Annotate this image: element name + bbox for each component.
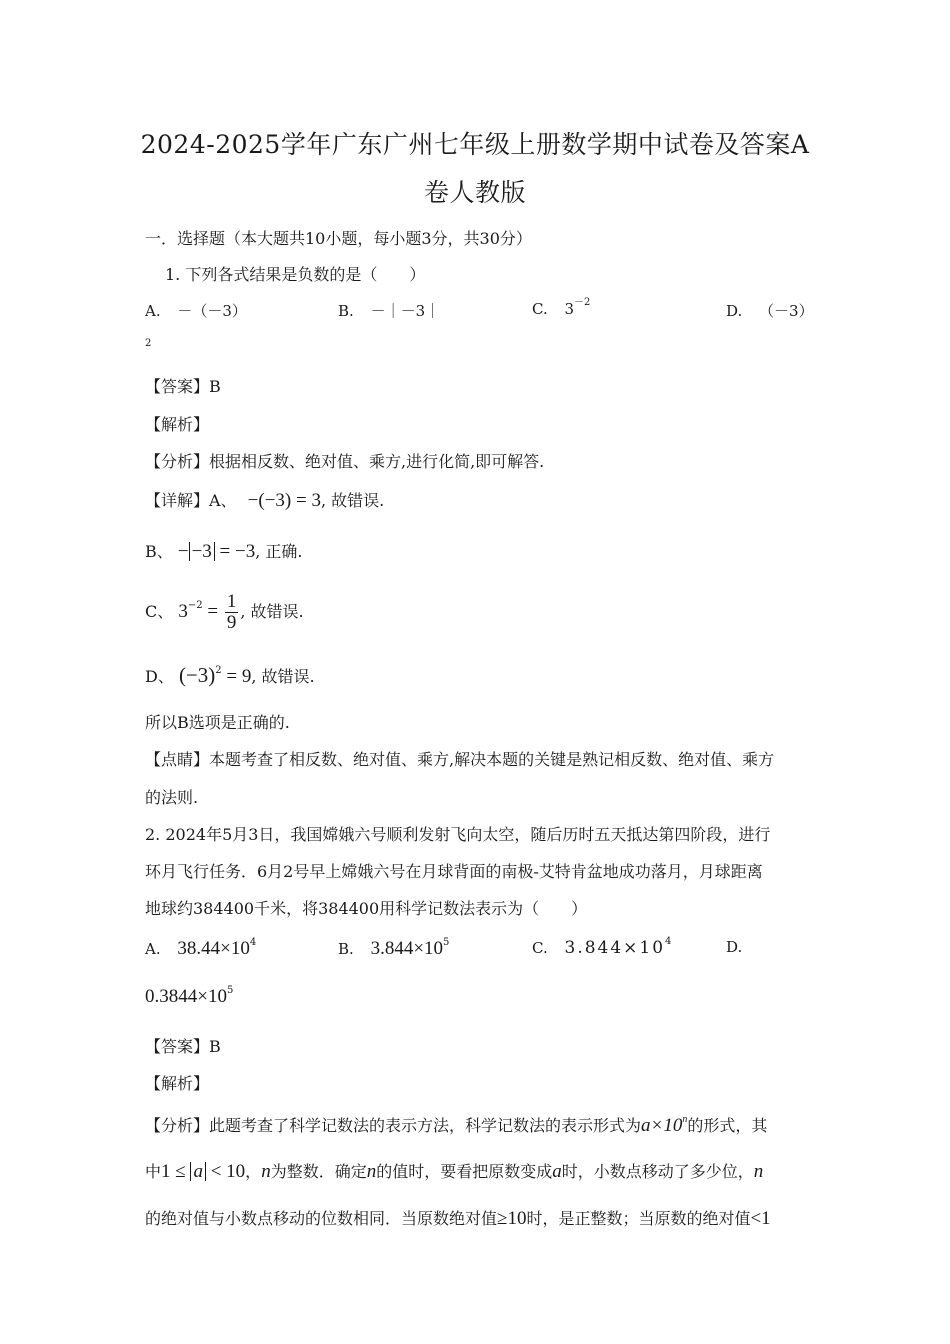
- q1-option-a-label: A.: [145, 302, 161, 320]
- q2-fenxi-line2-m2: < 10: [205, 1161, 246, 1182]
- q2-fenxi-line1-post: 的形式，其: [687, 1116, 768, 1135]
- q2-fenxi-line2-abs: a: [190, 1162, 206, 1181]
- q2-fenxi-line1: [145, 1113, 767, 1137]
- q1-option-b-text: －｜－3｜: [370, 302, 441, 320]
- q1-detail-b-minus: −: [177, 541, 189, 562]
- q1-detail-d: [145, 663, 315, 688]
- q2-option-b: [338, 938, 449, 960]
- q2-fenxi-line2-a: a: [552, 1161, 562, 1182]
- q2-answer: 【答案】B: [145, 1037, 221, 1056]
- q2-stem-line1: 2. 2024年5月3日，我国嫦娥六号顺利发射飞向太空，随后历时五天抵达第四阶段，进行: [145, 825, 771, 844]
- q1-detail-c-prefix: C、: [145, 601, 174, 621]
- q1-detail-c-suffix: , 故错误.: [240, 601, 304, 621]
- q1-detail-c-exp: −2: [187, 599, 203, 611]
- q2-fenxi-line2-m1: 1 ≤: [161, 1161, 191, 1182]
- q2-option-d-text: 0.3844×10: [145, 986, 227, 1007]
- q2-fenxi-line2-n3: n: [753, 1161, 764, 1182]
- q1-detail-b-prefix: B、: [145, 542, 173, 561]
- q1-option-b-label: B.: [338, 302, 354, 320]
- q2-fenxi-line3-pre: 的绝对值与小数点移动的位数相同．当原数绝对值: [145, 1209, 498, 1228]
- q1-option-c-label: C.: [532, 300, 548, 318]
- q2-option-c-label: C.: [532, 939, 548, 957]
- q2-fenxi-line1-math: [641, 1115, 687, 1136]
- q1-detail-b: [145, 539, 303, 563]
- section-heading: 一．选择题（本大题共10小题，每小题3分，共30分）: [145, 229, 532, 248]
- q2-fenxi-math-exp: n: [682, 1114, 688, 1125]
- q2-fenxi-line3-math: ≥10: [497, 1208, 527, 1229]
- q2-option-b-label: B.: [338, 940, 354, 958]
- q1-dianjing-line2: 的法则.: [145, 788, 199, 807]
- q2-option-c-exp: 4: [665, 936, 672, 947]
- q2-fenxi-line2-mid2: 为整数．确定: [270, 1162, 367, 1181]
- q2-fenxi-line2-mid3: 的值时，要看把原数变成: [376, 1162, 553, 1181]
- q1-detail-c: [145, 592, 304, 633]
- q1-option-d-exp: 2: [145, 338, 152, 349]
- q1-option-c: [532, 297, 591, 318]
- q2-fenxi-line2-mid1: ，: [245, 1162, 262, 1181]
- q1-detail-d-exp: 2: [215, 665, 222, 676]
- q1-fenxi: 【分析】根据相反数、绝对值、乘方,进行化简,即可解答.: [145, 452, 545, 471]
- q2-option-c: [532, 938, 671, 958]
- q1-detail-c-base: 3: [178, 600, 188, 622]
- q2-fenxi-line2-mid4: 时，小数点移动了多少位，: [561, 1162, 754, 1181]
- q2-fenxi-line2-n2: n: [366, 1161, 377, 1182]
- q1-option-a: [145, 300, 247, 321]
- q2-fenxi-line2: [145, 1159, 763, 1183]
- q2-option-a-exp: 4: [249, 937, 257, 948]
- q1-option-b: [338, 300, 440, 321]
- q2-stem-line3: 地球约384400千米，将384400用科学记数法表示为（ ）: [145, 899, 588, 918]
- q2-option-a-label: A.: [145, 940, 161, 958]
- q1-detail-b-abs: −3: [189, 542, 215, 561]
- q1-detail-d-prefix: D、: [145, 667, 174, 686]
- q2-fenxi-line2-pre: 中: [145, 1162, 162, 1181]
- q2-analysis-heading: 【解析】: [145, 1074, 210, 1093]
- q2-fenxi-line3-mid: 时，是正整数；当原数的绝对值: [526, 1209, 751, 1228]
- q1-stem: 1. 下列各式结果是负数的是（ ）: [165, 265, 426, 284]
- q1-option-d-label: D.: [726, 302, 743, 320]
- q1-detail-d-base: (−3): [178, 663, 216, 687]
- q2-option-d-label: D.: [726, 938, 743, 956]
- q1-option-c-base: 3: [564, 300, 575, 318]
- q1-detail-b-rest: = −3: [214, 541, 256, 562]
- q1-detail-a: [145, 488, 384, 512]
- q1-detail-c-numerator: 1: [226, 591, 237, 612]
- q1-detail-d-rest: = 9: [221, 666, 252, 687]
- q1-option-a-text: －（－3）: [177, 302, 247, 320]
- q2-option-b-text: 3.844×10: [370, 938, 444, 959]
- q2-option-d: [145, 986, 233, 1008]
- q2-fenxi-line3: [145, 1206, 771, 1230]
- q2-fenxi-line2-n: n: [261, 1161, 271, 1182]
- q2-option-d-exp: 5: [226, 985, 234, 996]
- q2-fenxi-line3-end: <1: [750, 1208, 771, 1229]
- q2-fenxi-line1-pre: 【分析】此题考查了科学记数法的表示方法，科学记数法的表示形式为: [145, 1116, 642, 1135]
- q1-detail-c-fraction: [225, 592, 239, 633]
- q1-detail-a-suffix: , 故错误.: [320, 491, 385, 510]
- q2-option-b-exp: 5: [443, 937, 450, 948]
- document-title-line1: 2024-2025学年广东广州七年级上册数学期中试卷及答案A: [140, 130, 810, 159]
- q1-detail-d-suffix: , 故错误.: [251, 667, 315, 686]
- q2-fenxi-math-text: a×10: [641, 1115, 683, 1136]
- q1-detail-b-suffix: , 正确.: [255, 542, 303, 561]
- q1-option-c-exp: －2: [574, 297, 591, 308]
- q1-detail-c-denominator: 9: [226, 611, 237, 633]
- q2-option-c-text: 3.844×10: [564, 938, 666, 958]
- document-title-line2: 卷人教版: [423, 178, 526, 207]
- q1-conclusion: 所以B选项是正确的.: [145, 713, 290, 732]
- q1-answer: 【答案】B: [145, 377, 221, 396]
- q1-detail-a-prefix: 【详解】A、: [145, 491, 237, 510]
- q2-option-a-text: 38.44×10: [177, 938, 250, 959]
- q1-option-d: [726, 300, 814, 321]
- q1-detail-a-math: −(−3) = 3: [247, 490, 321, 511]
- q1-detail-b-math: [178, 541, 255, 562]
- q2-option-a: [145, 938, 256, 960]
- q2-stem-line2: 环月飞行任务．6月2号早上嫦娥六号在月球背面的南极-艾特肯盆地成功落月，月球距离: [145, 862, 763, 881]
- q1-dianjing-line1: 【点睛】本题考查了相反数、绝对值、乘方,解决本题的关键是熟记相反数、绝对值、乘方: [145, 750, 775, 769]
- q1-detail-c-eq: =: [202, 600, 223, 622]
- q1-option-d-text: （－3）: [759, 302, 814, 320]
- q1-analysis-heading: 【解析】: [145, 415, 210, 434]
